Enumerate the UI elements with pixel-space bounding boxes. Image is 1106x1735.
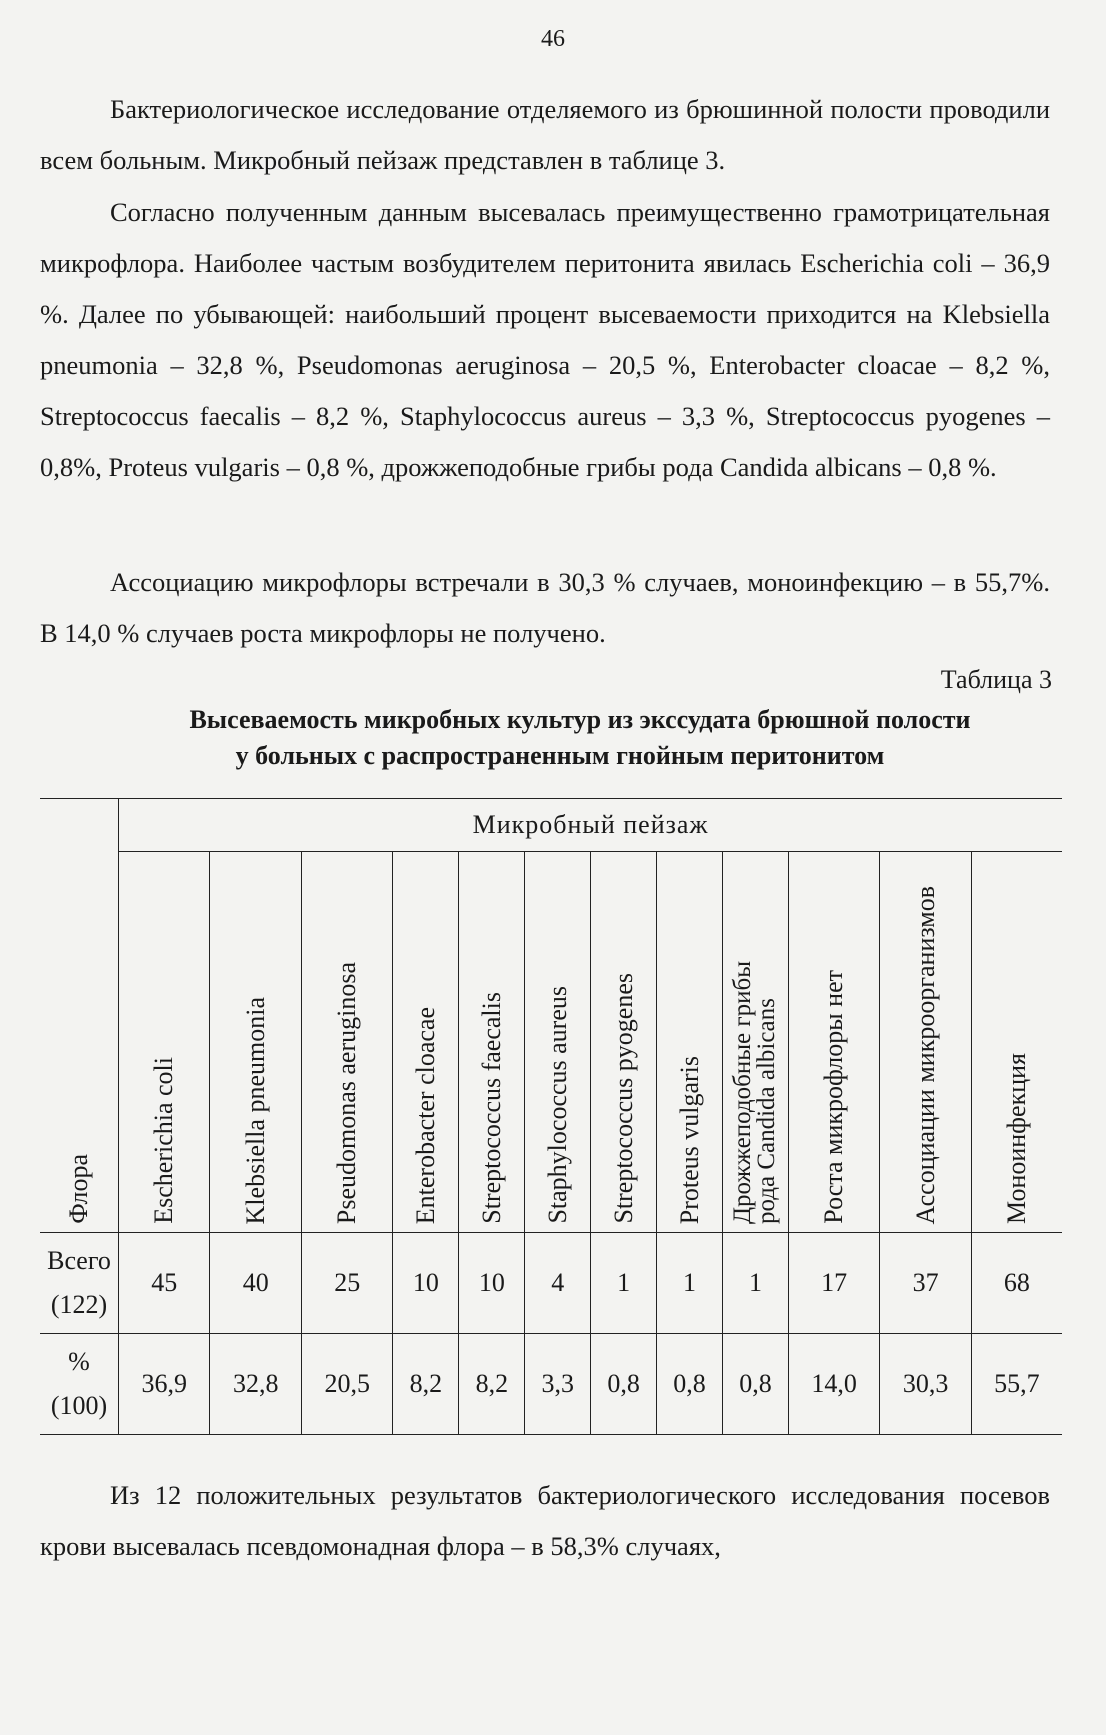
table-row — [40, 1233, 1062, 1334]
column-header: Моноинфекция — [971, 852, 1062, 1233]
table-cell: 14,0 — [788, 1334, 879, 1435]
paragraph-intro — [40, 84, 1050, 186]
table-cell: 45 — [119, 1233, 210, 1334]
table-cell: 0,8 — [657, 1334, 723, 1435]
column-header: Pseudomonas aeruginosa — [301, 852, 392, 1233]
column-header: Enterobacter cloacae — [393, 852, 459, 1233]
column-header: Escherichia coli — [119, 852, 210, 1233]
table-cell: 25 — [301, 1233, 392, 1334]
table-cell: 68 — [971, 1233, 1062, 1334]
table-cell: 30,3 — [880, 1334, 971, 1435]
table-title — [60, 702, 1060, 774]
column-header-line: Дрожжеподобные грибы — [729, 960, 757, 1224]
table-cell: 0,8 — [591, 1334, 657, 1435]
table-cell: 32,8 — [210, 1334, 301, 1435]
column-header: Staphylococcus aureus — [525, 852, 591, 1233]
microbial-table — [40, 798, 1062, 1435]
table-cell: 1 — [722, 1233, 788, 1334]
table-title-line-1: Высеваемость микробных культур из экссудата брюшной полости — [189, 705, 971, 734]
column-header: Роста микрофлоры нет — [788, 852, 879, 1233]
table-cell: 17 — [788, 1233, 879, 1334]
paragraph-4: Из 12 положительных результатов бактериологического исследования посевов крови высевалась псевдомонадная флора – в 58,3% случаях, — [40, 1480, 1050, 1561]
table-label: Таблица 3 — [940, 665, 1052, 694]
table-cell: 3,3 — [525, 1334, 591, 1435]
paragraph-3: Ассоциацию микрофлоры встречали в 30,3 % случаев, моноинфекцию – в 55,7%. В 14,0 % случаев роста микрофлоры не получено. — [40, 567, 1050, 648]
row-header-cell — [40, 799, 119, 1233]
row-header-flora: Флора — [64, 1154, 93, 1224]
table-cell: 1 — [657, 1233, 723, 1334]
table-cell: 37 — [880, 1233, 971, 1334]
paragraph-2: Согласно полученным данным высевалась преимущественно грамотрицательная микрофлора. Наиболее частым возбудителем перитонита явилась Escherichia coli – 36,9 %. Далее по убывающей: наибольший процент высеваемости приходится на Klebsiella pneumonia – 32,8 %, Pseudomonas aeruginosa – 20,5 %, Enterobacter cloacae – 8,2 %, Streptococcus faecalis – 8,2 %, Staphylococcus aureus – 3,3 %, Streptococcus pyogenes – 0,8%, Proteus vulgaris – 0,8 %, дрожжеподобные грибы рода Candida albicans – 0,8 %. — [40, 197, 1050, 482]
table-title-line-2: у больных с распространенным гнойным перитонитом — [235, 741, 885, 770]
group-header: Микробный пейзаж — [119, 799, 1063, 852]
table-cell: 4 — [525, 1233, 591, 1334]
table-row — [40, 1334, 1062, 1435]
column-headers-row — [40, 852, 1062, 1233]
table-cell: 10 — [459, 1233, 525, 1334]
paragraph-blood-cultures — [40, 1470, 1050, 1572]
table-cell: 40 — [210, 1233, 301, 1334]
table-cell: 8,2 — [393, 1334, 459, 1435]
paragraph-association — [40, 557, 1050, 659]
column-header: Streptococcus faecalis — [459, 852, 525, 1233]
column-header: Klebsiella pneumonia — [210, 852, 301, 1233]
row-label: % (100) — [40, 1334, 119, 1435]
table-cell: 0,8 — [722, 1334, 788, 1435]
column-header: Streptococcus pyogenes — [591, 852, 657, 1233]
column-header: Ассоциации микроорганизмов — [880, 852, 971, 1233]
page-number: 46 — [541, 26, 565, 52]
table-cell: 55,7 — [971, 1334, 1062, 1435]
table-cell: 10 — [393, 1233, 459, 1334]
column-header: Proteus vulgaris — [657, 852, 723, 1233]
paragraph-findings — [40, 187, 1050, 493]
table-cell: 8,2 — [459, 1334, 525, 1435]
column-header — [722, 852, 788, 1233]
table-cell: 1 — [591, 1233, 657, 1334]
row-label: Всего (122) — [40, 1233, 119, 1334]
column-header-line: рода Candida albicans — [753, 998, 781, 1224]
table-cell: 20,5 — [301, 1334, 392, 1435]
paragraph-1: Бактериологическое исследование отделяемого из брюшинной полости проводили всем больным. Микробный пейзаж представлен в таблице 3. — [40, 94, 1050, 175]
table-cell: 36,9 — [119, 1334, 210, 1435]
